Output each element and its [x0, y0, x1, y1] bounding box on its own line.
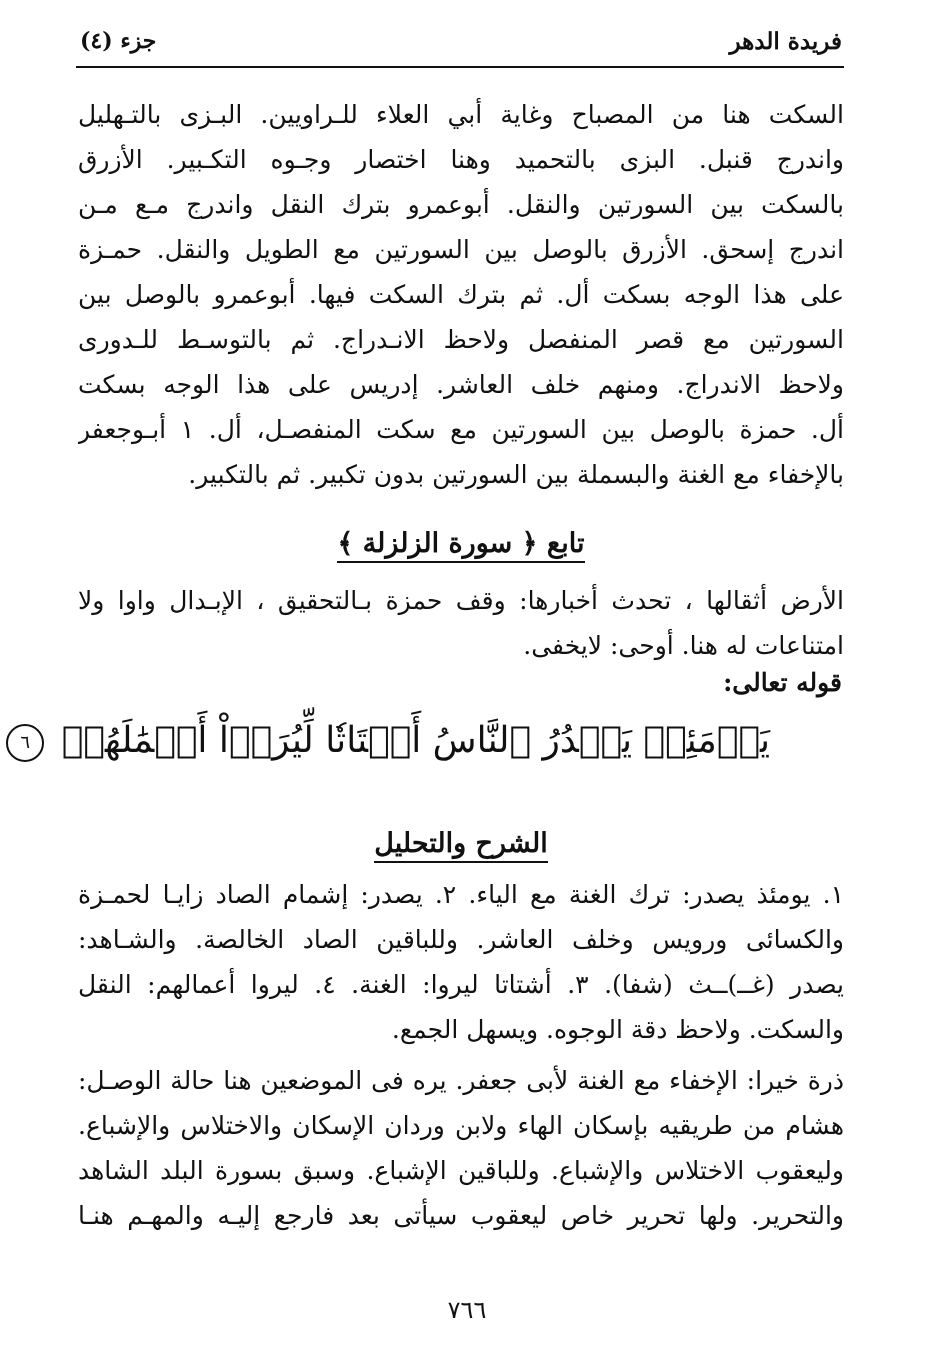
- text-line: ولاحظ الاندراج. ومنهم خلف العاشر. إدريس على هذا الوجه بسكت: [78, 370, 844, 399]
- text-line: والتحرير. ولها تحرير خاص ليعقوب سيأتى بعد فارجع إليـه والمهـم هنـا: [78, 1201, 844, 1230]
- page-number: ٧٦٦: [447, 1296, 487, 1324]
- paragraph-recitation-notes: [78, 92, 844, 497]
- text-line: واندرج قنبل. البزى بالتحميد وهنا اختصار وجـوه التكـبير. الأزرق: [78, 145, 844, 174]
- text-line: ذرة خيرا: الإخفاء مع الغنة لأبى جعفر. يره فى الموضعين هنا حالة الوصـل:: [78, 1066, 844, 1095]
- ayah-number-marker: ٦: [6, 724, 44, 762]
- text-line: السكت هنا من المصباح وغاية أبي العلاء للـراويين. البـزى بالتـهليل: [78, 100, 844, 129]
- paragraph-surah-notes: [78, 578, 844, 668]
- text-line: ١. يومئذ يصدر: ترك الغنة مع الياء. ٢. يصدر: إشمام الصاد زايـا لحمـزة: [78, 880, 844, 909]
- text-line: الأرض أثقالها ، تحدث أخبارها: وقف حمزة بـالتحقيق ، الإبـدال واوا ولا: [78, 586, 844, 615]
- verse-text: يَوۡمَئِذٖ يَصۡدُرُ ٱلنَّاسُ أَشۡتَاتٗا لِّيُرَوۡاْ أَعۡمَٰلَهُمۡ: [61, 720, 770, 761]
- text-line: يصدر (غــ)ــث (شفا). ٣. أشتاتا ليروا: الغنة. ٤. ليروا أعمالهم: النقل: [78, 970, 844, 999]
- quran-verse: [20, 720, 770, 780]
- text-line: بالإخفاء مع الغنة والبسملة بين السورتين بدون تكبير. ثم بالتكبير.: [188, 460, 844, 489]
- text-line: وليعقوب الاختلاس والإشباع. وللباقين الإشباع. وسبق بسورة البلد الشاهد: [78, 1156, 844, 1185]
- section-title-text: تابع ﴿ سورة الزلزلة ﴾: [337, 528, 584, 563]
- text-line: والسكت. ولاحظ دقة الوجوه. ويسهل الجمع.: [391, 1015, 844, 1044]
- header-rule: [76, 66, 844, 68]
- verse-intro: قوله تعالى:: [723, 668, 842, 697]
- text-line: والكسائى ورويس وخلف العاشر. وللباقين الصاد الخالصة. والشـاهد:: [78, 925, 844, 954]
- paragraph-zarra-notes: [78, 1058, 844, 1238]
- text-line: بالسكت بين السورتين والنقل. أبوعمرو بترك النقل واندرج مـع مـن: [78, 190, 844, 219]
- text-line: أل. حمزة بالوصل بين السورتين مع سكت المنفصـل، أل. ١ أبـوجعفر: [78, 415, 844, 444]
- running-header: [80, 28, 842, 64]
- text-line: السورتين مع قصر المنفصل ولاحظ الانـدراج. ثم بالتوسـط للـدورى: [78, 325, 844, 354]
- analysis-title: [78, 828, 844, 859]
- text-line: على هذا الوجه بسكت أل. ثم بترك السكت فيها. أبوعمرو بالوصل بين: [78, 280, 844, 309]
- paragraph-analysis: [78, 872, 844, 1052]
- text-line: هشام من طريقيه بإسكان الهاء ولابن وردان الإسكان والاختلاس والإشباع.: [78, 1111, 844, 1140]
- part-number: جزء (٤): [80, 28, 157, 54]
- text-line: امتناعات له هنا. أوحى: لايخفى.: [523, 631, 844, 660]
- book-title: فريدة الدهر: [729, 28, 842, 55]
- section-title: [78, 528, 844, 559]
- text-line: اندرج إسحق. الأزرق بالوصل بين السورتين مع الطويل والنقل. حمـزة: [78, 235, 844, 264]
- analysis-title-text: الشرح والتحليل: [374, 828, 547, 863]
